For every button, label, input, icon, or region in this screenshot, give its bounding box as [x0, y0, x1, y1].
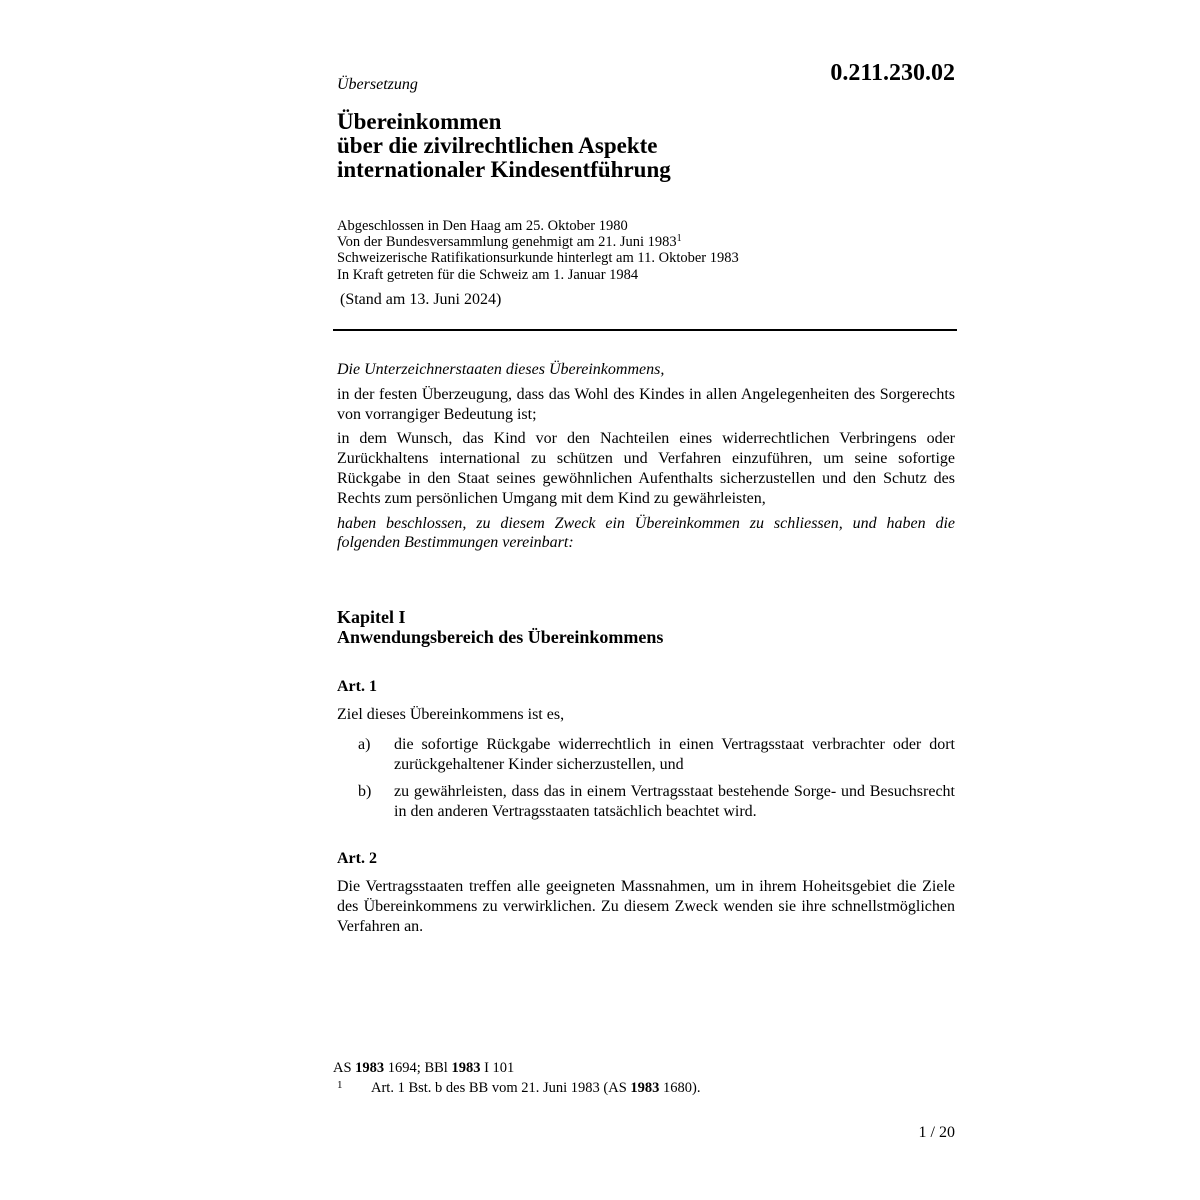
footnote-1-text: Art. 1 Bst. b des BB vom 21. Juni 1983 (AS	[371, 1080, 627, 1096]
list-marker-b: b)	[358, 783, 372, 801]
title-line-2: über die zivilrechtlichen Aspekte	[337, 133, 658, 158]
source-bbl-page: I 101	[484, 1060, 515, 1076]
source-as-label: AS	[333, 1060, 352, 1076]
article-1-intro: Ziel dieses Übereinkommens ist es,	[337, 706, 565, 723]
meta-concluded: Abgeschlossen in Den Haag am 25. Oktober 1980	[337, 218, 628, 234]
header-divider	[333, 329, 957, 331]
footnote-1: 1 Art. 1 Bst. b des BB vom 21. Juni 1983 (AS 1983 1680).	[337, 1079, 701, 1096]
meta-approved-text: Von der Bundesversammlung genehmigt am 21. Juni 1983	[337, 234, 677, 251]
article-1-heading: Art. 1	[337, 678, 377, 695]
preamble-intro: Die Unterzeichnerstaaten dieses Übereinkommens,	[337, 361, 665, 378]
title-line-1: Übereinkommen	[337, 109, 502, 134]
page-number: 1 / 20	[918, 1124, 955, 1141]
article-2-body: Die Vertragsstaaten treffen alle geeigneten Massnahmen, um in ihrem Hoheitsgebiet die Ziele des Übereinkommens zu verwirklichen. Zu diesem Zweck wenden sie ihre schnellstmöglichen Verfahren an.	[337, 878, 955, 935]
translation-label: Übersetzung	[337, 76, 418, 93]
meta-ratification: Schweizerische Ratifikationsurkunde hinterlegt am 11. Oktober 1983	[337, 250, 739, 267]
preamble-paragraph-1: in der festen Überzeugung, dass das Wohl des Kindes in allen Angelegenheiten des Sorgerechts von vorrangiger Bedeutung ist;	[337, 385, 955, 423]
preamble	[337, 360, 955, 558]
article-2-heading: Art. 2	[337, 850, 377, 867]
source-as-page: 1694; BBl	[387, 1060, 448, 1076]
chapter-number: Kapitel I	[337, 607, 406, 627]
footnote-ref-1[interactable]: 1	[676, 233, 682, 245]
preamble-paragraph-2: in dem Wunsch, das Kind vor den Nachteilen eines widerrechtlichen Verbringens oder Zurückhaltens international zu schützen und Verfahren einzuführen, um seine sofortige Rückgabe in den Staat seines gewöhnlichen Aufenthalts sicherzustellen und den Schutz des Rechts zum persönlichen Umgang mit dem Kind zu gewährleisten,	[337, 430, 955, 507]
chapter-heading	[337, 607, 663, 647]
list-marker-a: a)	[358, 735, 371, 753]
status-date: (Stand am 13. Juni 2024)	[340, 291, 502, 308]
title-line-3: internationaler Kindesentführung	[337, 157, 671, 182]
sr-number: 0.211.230.02	[830, 60, 955, 86]
source-reference	[333, 1058, 701, 1078]
source-as-year: 1983	[355, 1060, 385, 1076]
footnotes	[333, 1058, 701, 1098]
preamble-closing: haben beschlossen, zu diesem Zweck ein Übereinkommen zu schliessen, und haben die folgenden Bestimmungen vereinbart:	[337, 514, 955, 552]
document-title	[337, 110, 671, 182]
footnote-1-year: 1983	[630, 1080, 660, 1096]
meta-in-force: In Kraft getreten für die Schweiz am 1. Januar 1984	[337, 266, 639, 283]
list-item	[337, 735, 955, 775]
document-metadata	[337, 218, 739, 283]
footnote-1-tail: 1680).	[663, 1080, 701, 1096]
list-item	[337, 782, 955, 822]
chapter-title: Anwendungsbereich des Übereinkommens	[337, 627, 664, 647]
list-item-b-text: zu gewährleisten, dass das in einem Vertragsstaat bestehende Sorge- und Besuchsrecht in den anderen Vertragsstaaten tatsächlich beachtet wird.	[394, 783, 955, 821]
article-1-body	[337, 705, 955, 830]
list-item-a-text: die sofortige Rückgabe widerrechtlich in einen Vertragsstaat verbrachter oder dort zurückgehaltener Kinder sicherzustellen, und	[394, 735, 955, 773]
meta-approved	[337, 234, 739, 250]
source-bbl-year: 1983	[451, 1060, 481, 1076]
